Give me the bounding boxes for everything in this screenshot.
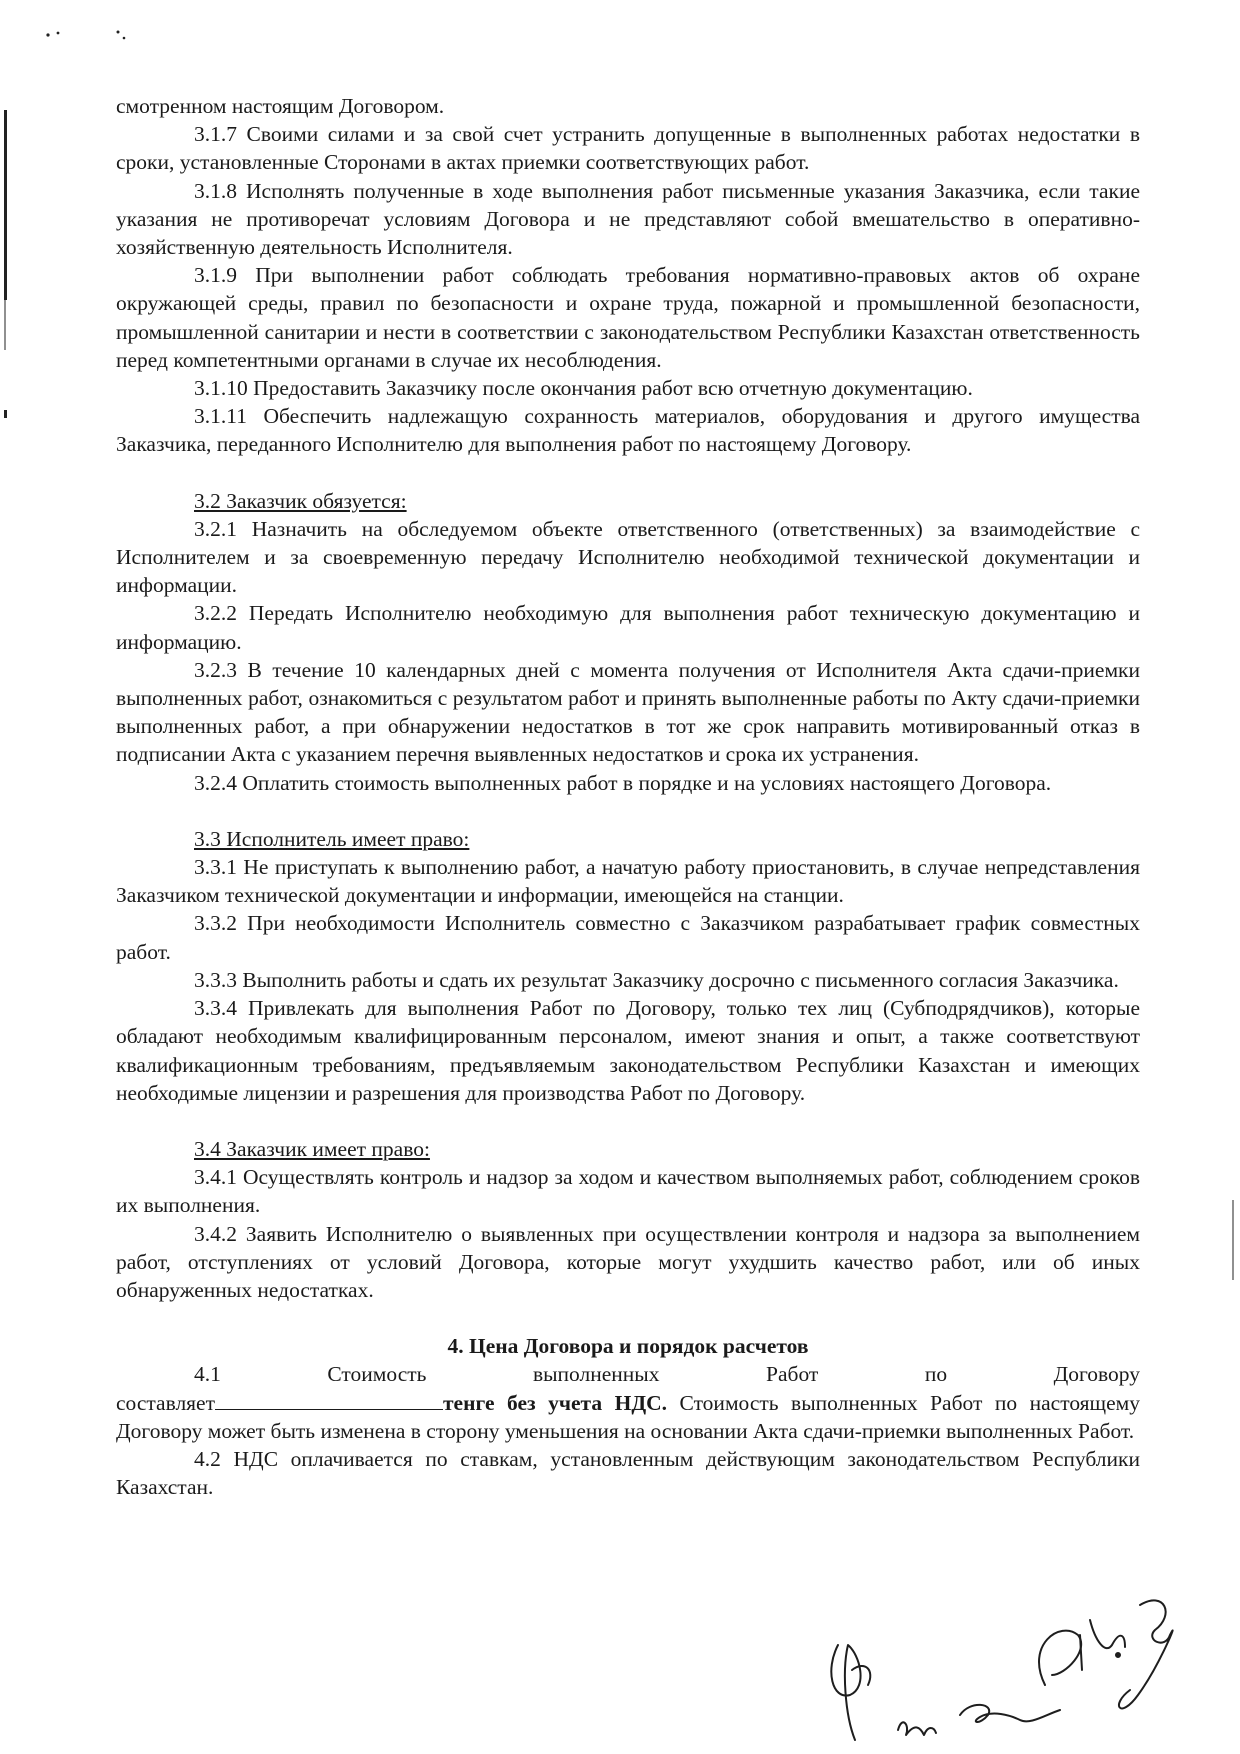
clause-3-3-3: 3.3.3 Выполнить работы и сдать их результат Заказчику досрочно с письменного согласия Заказчика. xyxy=(194,967,1119,992)
clause-3-1-9: 3.1.9 При выполнении работ соблюдать требования нормативно-правовых актов об охране окружающей среды, правил по безопасности и охране труда, пожарной и промышленной безопасности, промышленной санитарии и нести в соответствии с законодательством Республики Казахстан ответственность перед компетентными органами в случае их несоблюдения. xyxy=(116,263,1140,372)
clause-3-1-7: 3.1.7 Своими силами и за свой счет устранить допущенные в выполненных работах недостатки в сроки, установленные Сторонами в актах приемки соответствующих работ. xyxy=(116,122,1140,175)
heading-3-2: 3.2 Заказчик обязуется: xyxy=(194,488,407,513)
price-blank-field xyxy=(215,1389,443,1410)
clause-4-1-first-line xyxy=(116,1360,1140,1388)
clause-4-1-word: по xyxy=(924,1362,948,1387)
heading-3-3: 3.3 Исполнитель имеет право: xyxy=(194,826,470,851)
clause-3-4-1: 3.4.1 Осуществлять контроль и надзор за ходом и качеством выполняемых работ, соблюдением сроков их выполнения. xyxy=(116,1165,1140,1218)
clause-4-1-rest: Стоимость выполненных Работ по настоящему Договору может быть изменена в сторону уменьшения на основании Акта сдачи-приемки выполненных Работ. xyxy=(116,1390,1141,1443)
clause-3-3-4: 3.3.4 Привлекать для выполнения Работ по Договору, только тех лиц (Субподрядчиков), которые обладают необходимым квалифицированным персоналом, имеют знания и опыт, а также соответствуют квалификационным требованиям, предъявляемым законодательством Республики Казахстан и имеющих необходимые лицензии и разрешения для производства Работ по Договору. xyxy=(116,996,1140,1105)
clause-3-1-10: 3.1.10 Предоставить Заказчику после окончания работ всю отчетную документацию. xyxy=(194,376,973,401)
paragraph-continuation: смотренном настоящим Договором. xyxy=(116,94,445,118)
clause-3-2-1: 3.2.1 Назначить на обследуемом объекте ответственного (ответственных) за взаимодействие с Исполнителем и за своевременную передачу Исполнителю необходимой технической документации и информации. xyxy=(116,516,1140,598)
clause-3-3-1: 3.3.1 Не приступать к выполнению работ, а начатую работу приостановить, в случае непредставления Заказчиком технической документации и информации, имеющейся на станции. xyxy=(116,855,1140,908)
clause-3-1-8: 3.1.8 Исполнять полученные в ходе выполнения работ письменные указания Заказчика, если такие указания не противоречат условиям Договора и не представляют собой вмешательство в оперативно-хозяйственную деятельность Исполнителя. xyxy=(116,178,1140,260)
heading-3-4: 3.4 Заказчик имеет право: xyxy=(194,1136,430,1161)
clause-3-2-3: 3.2.3 В течение 10 календарных дней с момента получения от Исполнителя Акта сдачи-приемки выполненных работ, ознакомиться с результатом работ и принять выполненные работы по Акту сдачи-приемки выполненных работ, а при обнаружении недостатков в тот же срок направить мотивированный отказ в подписании Акта с указанием перечня выявленных недостатков и срока их устранения. xyxy=(116,657,1140,767)
clause-4-1-currency: тенге без учета НДС. xyxy=(443,1390,668,1415)
clause-4-1-word: Работ xyxy=(766,1362,819,1387)
clause-3-2-2: 3.2.2 Передать Исполнителю необходимую для выполнения работ техническую документацию и информацию. xyxy=(116,601,1140,654)
clause-3-4-2: 3.4.2 Заявить Исполнителю о выявленных при осуществлении контроля и надзора за выполнением работ, отступлениях от условий Договора, которые могут ухудшить качество работ, или об иных обнаруженных недостатках. xyxy=(116,1221,1140,1302)
clause-3-2-4: 3.2.4 Оплатить стоимость выполненных работ в порядке и на условиях настоящего Договора. xyxy=(194,770,1052,795)
clause-4-1-word: 4.1 xyxy=(194,1362,221,1387)
clause-4-2: 4.2 НДС оплачивается по ставкам, установленным действующим законодательством Республики Казахстан. xyxy=(116,1446,1140,1500)
clause-4-1-word: Стоимость xyxy=(327,1362,427,1387)
handwritten-signatures xyxy=(820,1575,1220,1750)
clause-4-1-word: Договору xyxy=(1053,1362,1140,1387)
clause-4-1-prefix: составляет xyxy=(116,1390,215,1415)
document-page xyxy=(116,92,1140,1501)
clause-4-1-body xyxy=(116,1389,1140,1445)
section-4-title: 4. Цена Договора и порядок расчетов xyxy=(447,1334,809,1359)
clause-4-1-word: выполненных xyxy=(532,1362,660,1387)
clause-3-3-2: 3.3.2 При необходимости Исполнитель совместно с Заказчиком разрабатывает график совместных работ. xyxy=(116,911,1140,964)
clause-3-1-11: 3.1.11 Обеспечить надлежащую сохранность материалов, оборудования и другого имущества Заказчика, переданного Исполнителю для выполнения работ по настоящему Договору. xyxy=(116,404,1140,457)
